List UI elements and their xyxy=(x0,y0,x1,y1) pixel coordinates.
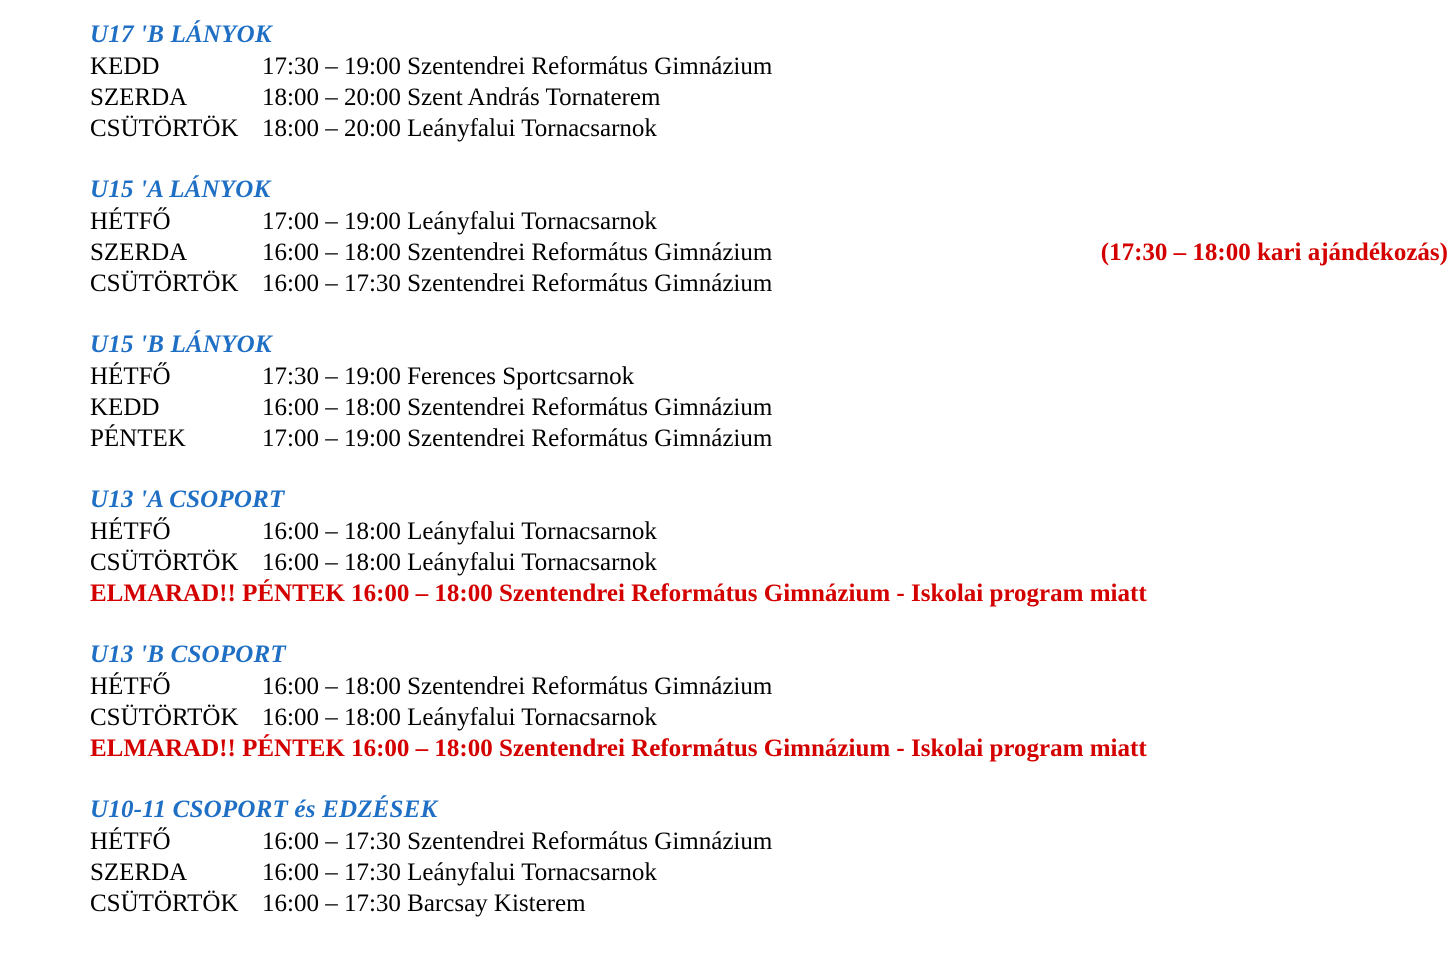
schedule-day: HÉTFŐ xyxy=(90,828,171,855)
schedule-group xyxy=(0,173,1448,299)
schedule-day: KEDD xyxy=(90,394,160,421)
schedule-day: CSÜTÖRTÖK xyxy=(90,549,239,576)
schedule-detail: 16:00 – 18:00 Leányfalui Tornacsarnok xyxy=(262,704,657,731)
schedule-note: (17:30 – 18:00 kari ajándékozás) xyxy=(1100,239,1448,266)
schedule-detail: 17:30 – 19:00 Szentendrei Református Gimnázium xyxy=(262,53,773,80)
schedule-detail: 18:00 – 20:00 Szent András Tornaterem xyxy=(262,84,661,111)
schedule-group xyxy=(0,18,1448,144)
schedule-day: PÉNTEK xyxy=(90,425,186,452)
schedule-day: HÉTFŐ xyxy=(90,208,171,235)
schedule-detail: 16:00 – 18:00 Leányfalui Tornacsarnok xyxy=(262,549,657,576)
schedule-row xyxy=(90,547,1448,578)
schedule-detail: 16:00 – 17:30 Szentendrei Református Gimnázium xyxy=(262,828,773,855)
schedule-row xyxy=(90,423,1448,454)
group-title: U15 'B LÁNYOK xyxy=(90,331,272,358)
schedule-detail: 17:00 – 19:00 Szentendrei Református Gimnázium xyxy=(262,425,773,452)
schedule-row xyxy=(90,392,1448,423)
schedule-day: CSÜTÖRTÖK xyxy=(90,890,239,917)
schedule-detail: 16:00 – 18:00 Leányfalui Tornacsarnok xyxy=(262,518,657,545)
schedule-row xyxy=(90,857,1448,888)
group-title: U15 'A LÁNYOK xyxy=(90,176,271,203)
schedule-row xyxy=(90,671,1448,702)
group-title: U13 'A CSOPORT xyxy=(90,486,285,513)
schedule-detail: 16:00 – 17:30 Szentendrei Református Gimnázium xyxy=(262,270,773,297)
schedule-day: HÉTFŐ xyxy=(90,363,171,390)
schedule-detail: 16:00 – 18:00 Szentendrei Református Gimnázium xyxy=(262,394,773,421)
schedule-row xyxy=(90,82,1448,113)
schedule-day: CSÜTÖRTÖK xyxy=(90,270,239,297)
schedule-row xyxy=(90,888,1448,919)
schedule-detail: 16:00 – 17:30 Leányfalui Tornacsarnok xyxy=(262,859,657,886)
schedule-detail: 16:00 – 17:30 Barcsay Kisterem xyxy=(262,890,586,917)
group-title: U10-11 CSOPORT és EDZÉSEK xyxy=(90,796,438,823)
cancelled-notice: ELMARAD!! PÉNTEK 16:00 – 18:00 Szentendrei Református Gimnázium - Iskolai program miatt xyxy=(90,580,1147,607)
schedule-row xyxy=(90,702,1448,733)
schedule-group xyxy=(0,328,1448,454)
schedule-day: CSÜTÖRTÖK xyxy=(90,115,239,142)
schedule-row xyxy=(90,516,1448,547)
schedule-group xyxy=(0,483,1448,609)
schedule-row xyxy=(90,51,1448,82)
group-title: U13 'B CSOPORT xyxy=(90,641,286,668)
schedule-day: HÉTFŐ xyxy=(90,673,171,700)
schedule-group xyxy=(0,793,1448,919)
schedule-day: SZERDA xyxy=(90,239,188,266)
schedule-row xyxy=(90,113,1448,144)
schedule-row xyxy=(90,268,1448,299)
schedule-row xyxy=(90,361,1448,392)
schedule-day: SZERDA xyxy=(90,84,188,111)
schedule-detail: 16:00 – 18:00 Szentendrei Református Gimnázium xyxy=(262,239,773,266)
schedule-row xyxy=(90,237,1448,268)
schedule-detail: 16:00 – 18:00 Szentendrei Református Gimnázium xyxy=(262,673,773,700)
schedule-detail: 17:00 – 19:00 Leányfalui Tornacsarnok xyxy=(262,208,657,235)
schedule-day: SZERDA xyxy=(90,859,188,886)
cancelled-notice: ELMARAD!! PÉNTEK 16:00 – 18:00 Szentendrei Református Gimnázium - Iskolai program miatt xyxy=(90,735,1147,762)
schedule-row xyxy=(90,826,1448,857)
schedule-day: HÉTFŐ xyxy=(90,518,171,545)
schedule-day: CSÜTÖRTÖK xyxy=(90,704,239,731)
schedule-group xyxy=(0,638,1448,764)
schedule-day: KEDD xyxy=(90,53,160,80)
schedule-detail: 18:00 – 20:00 Leányfalui Tornacsarnok xyxy=(262,115,657,142)
group-title: U17 'B LÁNYOK xyxy=(90,21,272,48)
schedule-detail: 17:30 – 19:00 Ferences Sportcsarnok xyxy=(262,363,635,390)
schedule-row xyxy=(90,206,1448,237)
